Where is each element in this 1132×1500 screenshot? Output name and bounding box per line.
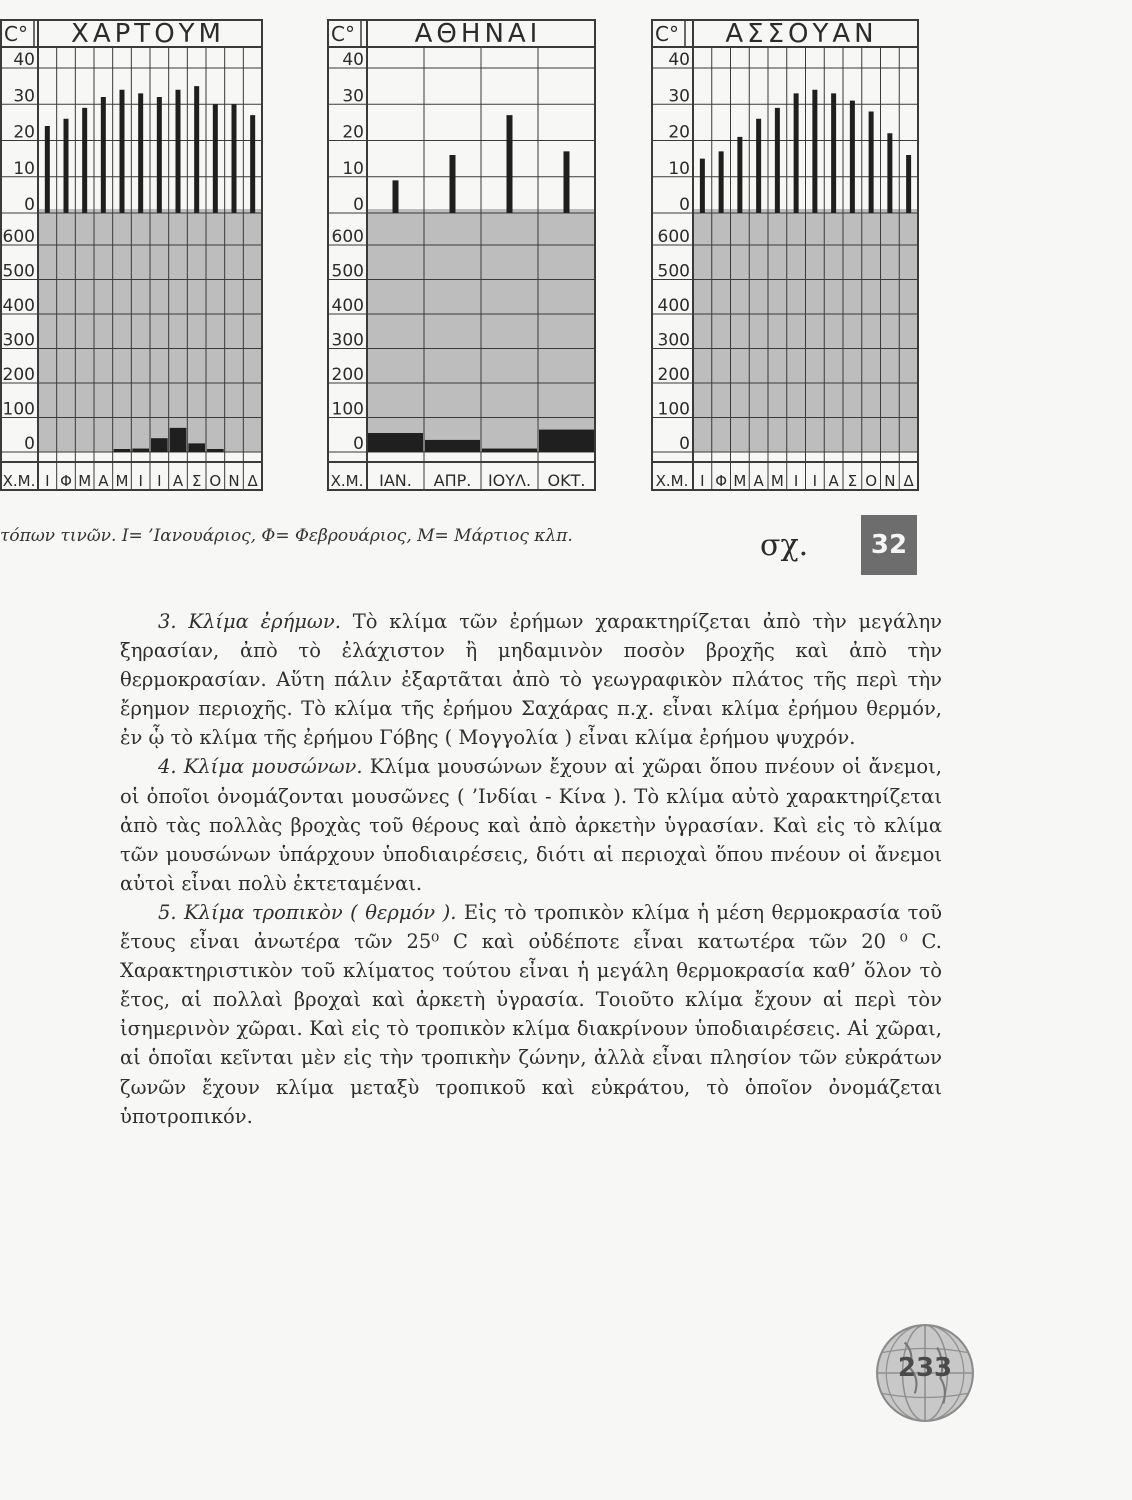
- rainfall-tick-label: 200: [2, 365, 35, 385]
- temperature-tick-label: 20: [342, 122, 364, 143]
- temperature-bar: [831, 93, 836, 213]
- temperature-tick-label: 10: [668, 158, 690, 179]
- month-tick-label: Φ: [60, 472, 72, 490]
- temperature-tick-label: 30: [668, 86, 690, 107]
- paragraph-heading: 4. Κλίμα μουσώνων.: [158, 755, 363, 779]
- temperature-bar: [213, 104, 218, 213]
- temperature-bar: [157, 97, 162, 213]
- temperature-unit-label: C°: [4, 22, 28, 46]
- body-text: [120, 607, 942, 1131]
- paragraph-text: Εἰς τὸ τροπικὸν κλίμα ἡ μέση θερμοκρασία τοῦ ἔτους εἶναι ἀνωτέρα τῶν 25⁰ C καὶ οὐδέποτε εἶναι κατωτέρα τῶν 20 ⁰ C. Χαρακτηριστικὸν τοῦ κλίματος τούτου εἶναι ἡ μεγάλη θερμοκρασία καθ’ ὅλον τὸ ἔτος, αἱ πολλαὶ βροχαὶ καὶ ἀρκετὴ ὑγρασία. Τοιοῦτο κλίμα ἔχουν αἱ περὶ τὸν ἰσημερινὸν χῶραι. Καὶ εἰς τὸ τροπικὸν κλίμα διακρίνουν ὑποδιαιρέσεις. Αἱ χῶραι, αἱ ὁποῖαι κεῖνται μὲν εἰς τὴν τροπικὴν ζώνην, ἀλλὰ εἶναι πλησίον τῶν εὐκράτων ζωνῶν ἔχουν κλίμα μεταξὺ τροπικοῦ καὶ εὐκράτου, τὸ ὁποῖον ὀνομάζεται ὑποτροπικόν.: [120, 900, 943, 1128]
- temperature-tick-label: 0: [24, 195, 35, 215]
- month-axis-label: Χ.Μ.: [330, 472, 364, 490]
- month-tick-label: ΑΠΡ.: [433, 471, 472, 490]
- month-tick-label: Α: [172, 472, 184, 490]
- temperature-bar: [393, 180, 399, 213]
- month-tick-label: Σ: [191, 472, 202, 490]
- rainfall-tick-label: 400: [657, 296, 690, 316]
- rainfall-bar: [170, 428, 187, 452]
- chart-title: ΑΣΣΟΥΑΝ: [725, 19, 878, 49]
- paragraph-heading: 3. Κλίμα ἐρήμων.: [158, 610, 341, 633]
- temperature-bar: [887, 133, 892, 213]
- temperature-tick-label: 30: [342, 86, 364, 107]
- temperature-tick-label: 0: [353, 195, 364, 215]
- temperature-bar: [756, 119, 761, 213]
- month-tick-label: Α: [753, 472, 764, 490]
- temperature-bar: [850, 101, 855, 213]
- paragraph-text: Κλίμα μουσώνων ἔχουν αἱ χῶραι ὅπου πνέουν οἱ ἄνεμοι, οἱ ὁποῖοι ὀνομάζονται μουσῶνες ( ’Ινδίαι - Κίνα ). Τὸ κλίμα αὐτὸ χαρακτηρίζεται ἀπὸ τὰς πολλὰς βροχὰς τοῦ θέρους καὶ ἀπὸ ἀρκετὴν ὑγρασίαν. Καὶ εἰς τὸ κλίμα τῶν μουσώνων ὑπάρχουν ὑποδιαιρέσεις, διότι αἱ περιοχαὶ ὅπου πνέουν οἱ ἄνεμοι αὐτοὶ εἶναι πολὺ ἐκτεταμέναι.: [120, 755, 943, 895]
- temperature-bar: [250, 115, 255, 213]
- month-tick-label: Ι: [812, 472, 818, 490]
- chart-title: ΑΘΗΝΑΙ: [414, 19, 542, 49]
- temperature-bar: [138, 93, 143, 213]
- temperature-tick-label: 40: [342, 50, 364, 70]
- rainfall-tick-label: 200: [331, 365, 364, 385]
- month-tick-label: Ι: [138, 472, 143, 490]
- temperature-tick-label: 30: [13, 86, 35, 107]
- rainfall-bar: [132, 449, 149, 452]
- rainfall-tick-label: 400: [2, 296, 35, 316]
- climate-charts: [0, 0, 1132, 500]
- rainfall-bar: [368, 433, 423, 452]
- month-tick-label: Σ: [847, 472, 858, 490]
- page-edge: [1116, 0, 1132, 1500]
- temperature-tick-label: 40: [668, 50, 690, 70]
- rainfall-bar: [425, 440, 480, 452]
- rainfall-bar: [151, 438, 168, 452]
- figure-label: σχ.: [760, 528, 809, 563]
- temperature-unit-label: C°: [655, 22, 679, 46]
- temperature-tick-label: 10: [342, 158, 364, 179]
- month-tick-label: Δ: [247, 472, 258, 490]
- temperature-bar: [906, 155, 911, 213]
- month-tick-label: Ι: [157, 472, 162, 490]
- month-tick-label: Μ: [78, 472, 92, 490]
- month-tick-label: ΙΟΥΛ.: [487, 471, 532, 490]
- temperature-bar: [120, 90, 125, 213]
- temperature-bar: [101, 97, 106, 213]
- temperature-bar: [45, 126, 50, 213]
- temperature-bar: [700, 159, 705, 213]
- temperature-tick-label: 40: [13, 50, 35, 70]
- temperature-bar: [564, 151, 570, 213]
- month-tick-label: ΙΑΝ.: [379, 471, 412, 490]
- paragraph-text: Τὸ κλίμα τῶν ἐρήμων χαρακτηρίζεται ἀπὸ τὴν μεγάλην ξηρασίαν, ἀπὸ τὸ ἐλάχιστον ἢ μηδαμινὸν ποσὸν βροχῆς καὶ ἀπὸ τὴν θερμοκρασίαν. Αὕτη πάλιν ἐξαρτᾶται ἀπὸ τὸ γεωγραφικὸν πλάτος τῆς περὶ τὴν ἔρημον περιοχῆς. Τὸ κλίμα τῆς ἐρήμου Σαχάρας π.χ. εἶναι κλίμα ἐρήμου θερμόν, ἐν ᾧ τὸ κλίμα τῆς ἐρήμου Γόβης ( Μογγολία ) εἶναι κλίμα ἐρήμου ψυχρόν.: [120, 610, 943, 750]
- temperature-tick-label: 0: [679, 195, 690, 215]
- temperature-tick-label: 20: [13, 122, 35, 143]
- month-tick-label: Δ: [903, 472, 914, 490]
- temperature-bar: [719, 151, 724, 213]
- month-axis-label: Χ.Μ.: [655, 472, 689, 490]
- rainfall-tick-label: 0: [353, 434, 364, 454]
- rainfall-tick-label: 600: [2, 227, 35, 247]
- figure-caption: τόπων τινῶν. Ι= ’Ιανουάριος, Φ= Φεβρουάριος, Μ= Μάρτιος κλπ.: [0, 526, 573, 546]
- rainfall-tick-label: 300: [2, 330, 35, 351]
- rainfall-bar: [482, 449, 537, 452]
- month-tick-label: Ο: [865, 472, 878, 490]
- month-axis-label: Χ.Μ.: [2, 472, 36, 490]
- rainfall-tick-label: 300: [657, 330, 690, 351]
- rainfall-tick-label: 100: [331, 399, 364, 420]
- month-tick-label: ΟΚΤ.: [547, 471, 586, 490]
- chart-panel-1: [0, 19, 262, 490]
- rainfall-bar: [114, 449, 131, 452]
- temperature-bar: [176, 90, 181, 213]
- rainfall-tick-label: 300: [331, 330, 364, 351]
- month-tick-label: Μ: [770, 472, 784, 490]
- month-tick-label: Ν: [884, 472, 896, 490]
- month-tick-label: Φ: [715, 472, 728, 490]
- rainfall-tick-label: 500: [657, 261, 690, 282]
- rainfall-tick-label: 400: [331, 296, 364, 316]
- rainfall-tick-label: 500: [2, 261, 35, 282]
- temperature-bar: [450, 155, 456, 213]
- temperature-unit-label: C°: [331, 22, 355, 46]
- temperature-bar: [812, 90, 817, 213]
- chart-panel-2: [327, 19, 595, 490]
- rainfall-tick-label: 600: [657, 227, 690, 247]
- temperature-bar: [507, 115, 513, 213]
- rainfall-bar: [188, 443, 205, 452]
- month-tick-label: Ι: [700, 472, 705, 490]
- paragraph-monsoon-climate: [120, 752, 942, 897]
- rainfall-tick-label: 500: [331, 261, 364, 282]
- figure-number-badge: 32: [861, 515, 917, 575]
- temperature-bar: [232, 104, 237, 213]
- rainfall-tick-label: 600: [331, 227, 364, 247]
- rainfall-bar: [539, 430, 594, 452]
- month-tick-label: Ι: [45, 472, 50, 490]
- chart-panel-3: [651, 19, 918, 490]
- rainfall-bar: [207, 449, 224, 452]
- rainfall-tick-label: 100: [2, 399, 35, 420]
- month-tick-label: Α: [98, 472, 109, 490]
- paragraph-desert-climate: [120, 607, 942, 752]
- temperature-tick-label: 20: [668, 122, 690, 143]
- temperature-tick-label: 10: [13, 158, 35, 179]
- month-tick-label: Μ: [733, 472, 747, 490]
- temperature-bar: [794, 93, 799, 213]
- month-tick-label: Ο: [209, 472, 222, 490]
- temperature-bar: [869, 112, 874, 214]
- month-tick-label: Ν: [228, 472, 240, 490]
- temperature-bar: [194, 86, 199, 213]
- rainfall-tick-label: 0: [679, 434, 690, 454]
- temperature-bar: [82, 108, 87, 213]
- rainfall-tick-label: 100: [657, 399, 690, 420]
- temperature-bar: [64, 119, 69, 213]
- page-number: 233: [897, 1353, 953, 1383]
- paragraph-tropical-climate: [120, 898, 942, 1131]
- paragraph-heading: 5. Κλίμα τροπικὸν ( θερμόν ).: [158, 900, 457, 924]
- chart-title: ΧΑΡΤΟΥΜ: [71, 19, 225, 49]
- temperature-bar: [775, 108, 780, 213]
- rainfall-tick-label: 0: [24, 434, 35, 454]
- temperature-bar: [737, 137, 742, 213]
- rainfall-tick-label: 200: [657, 365, 690, 385]
- month-tick-label: Α: [828, 472, 839, 490]
- month-tick-label: Μ: [115, 472, 129, 490]
- month-tick-label: Ι: [793, 472, 799, 490]
